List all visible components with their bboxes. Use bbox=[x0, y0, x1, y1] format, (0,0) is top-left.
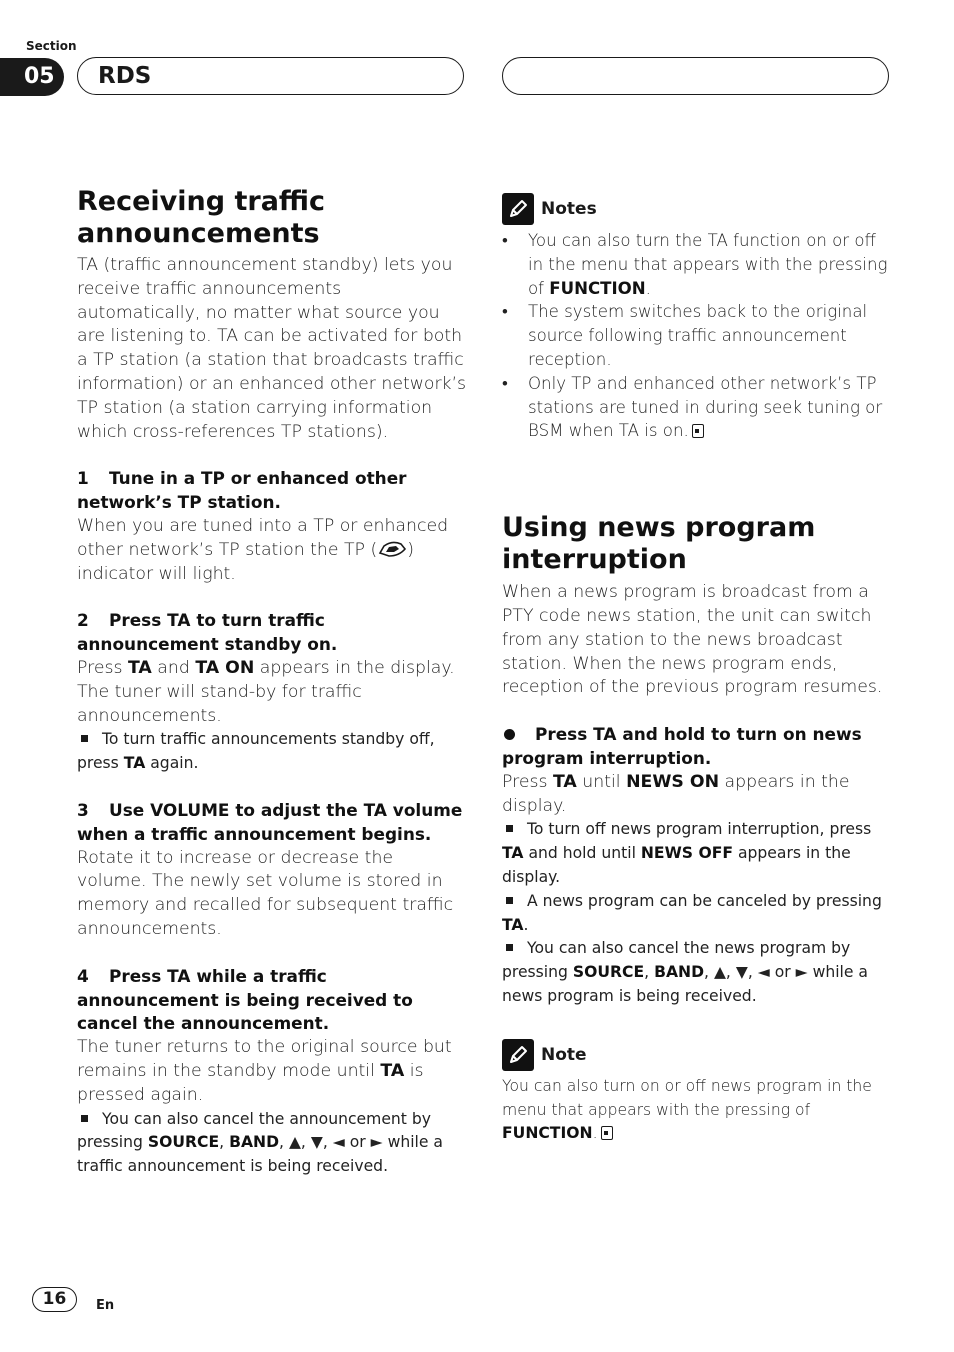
text: You can also turn on or off news program in the menu that appears with the pressing of bbox=[502, 1076, 872, 1119]
key-label: NEWS ON bbox=[626, 771, 720, 792]
text: appears in the display. The tuner will stand-by for traffic announcements. bbox=[77, 657, 455, 726]
text: , ▲, ▼, ◄ or ► while a news program is being received. bbox=[502, 963, 868, 1005]
step-2-note bbox=[77, 728, 467, 776]
key-label: FUNCTION bbox=[502, 1124, 593, 1143]
text: appears in the display. bbox=[502, 771, 850, 816]
right-column bbox=[502, 193, 892, 1146]
pencil-note-icon bbox=[502, 1039, 534, 1071]
step-2-body bbox=[77, 657, 467, 728]
notes-list bbox=[502, 229, 892, 443]
key-label: TA ON bbox=[195, 657, 255, 678]
chapter-title: RDS bbox=[98, 63, 152, 89]
text: You can also turn the TA function on or off in the menu that appears with the pressing of bbox=[528, 231, 888, 298]
text: is pressed again. bbox=[77, 1060, 424, 1105]
section-number-badge: 05 bbox=[0, 58, 64, 96]
step-title-text: Press TA to turn traffic announcement standby on. bbox=[77, 610, 338, 655]
step-1-body bbox=[77, 515, 467, 586]
text: and bbox=[151, 657, 196, 678]
end-of-section-icon bbox=[601, 1126, 613, 1140]
page-number: 16 bbox=[32, 1287, 77, 1312]
key-label: TA bbox=[502, 915, 524, 934]
text: The tuner returns to the original source but remains in the standby mode until bbox=[77, 1037, 452, 1081]
square-bullet-icon bbox=[81, 1115, 88, 1122]
step-title-text: Tune in a TP or enhanced other network’s TP station. bbox=[77, 468, 407, 513]
language-label: En bbox=[96, 1298, 115, 1313]
list-item bbox=[502, 372, 892, 443]
text: , bbox=[644, 963, 655, 982]
bullet-dot-icon bbox=[504, 729, 515, 740]
text: To turn traffic announcements standby off, press bbox=[77, 730, 435, 773]
end-of-section-icon bbox=[692, 424, 704, 438]
key-label: SOURCE bbox=[572, 963, 645, 982]
key-label: FUNCTION bbox=[549, 278, 646, 298]
heading-news-interruption bbox=[502, 512, 892, 576]
step-1-title bbox=[77, 467, 467, 515]
note-header bbox=[502, 1039, 892, 1071]
note-title: Note bbox=[541, 1044, 587, 1065]
step-number: 1 bbox=[77, 468, 89, 489]
text: . bbox=[592, 1124, 598, 1143]
step-3-body: Rotate it to increase or decrease the volume. The newly set volume is stored in memory and recalled for subsequent traffic announcements. bbox=[77, 847, 454, 939]
text: Only TP and enhanced other network’s TP stations are tuned in during seek tuning or BSM when TA is on. bbox=[528, 373, 883, 441]
step-4-body bbox=[77, 1036, 467, 1107]
step-number: 4 bbox=[77, 965, 89, 986]
text: To turn off news program interruption, press bbox=[527, 820, 872, 839]
heading-line: interruption bbox=[502, 544, 687, 576]
text: Press bbox=[77, 657, 128, 678]
note-body bbox=[502, 1075, 892, 1146]
heading-line: Using news program bbox=[502, 512, 816, 544]
text: appears in the display. bbox=[502, 844, 851, 886]
text: A news program can be canceled by pressing bbox=[527, 891, 882, 910]
step-2-title bbox=[77, 609, 467, 657]
list-item bbox=[502, 229, 892, 300]
key-label: NEWS OFF bbox=[640, 844, 733, 863]
key-label: TA bbox=[502, 844, 524, 863]
right-header-pill bbox=[502, 57, 889, 95]
square-bullet-icon bbox=[81, 735, 88, 742]
text: You can also cancel the announcement by pressing bbox=[77, 1109, 431, 1152]
tp-indicator-icon bbox=[377, 540, 407, 558]
left-column bbox=[77, 186, 467, 1179]
step-4-title bbox=[77, 965, 467, 1036]
notes-header bbox=[502, 193, 892, 225]
list-item bbox=[502, 300, 892, 371]
key-label: BAND bbox=[229, 1133, 280, 1152]
step-text: When you are tuned into a TP or enhanced other network’s TP station the TP ( bbox=[77, 515, 449, 560]
news-step-note bbox=[502, 937, 892, 1008]
news-step-note bbox=[502, 818, 892, 889]
step-title-text: Use VOLUME to adjust the TA volume when a traffic announcement begins. bbox=[77, 799, 463, 844]
text: You can also cancel the news program by pressing bbox=[502, 939, 851, 982]
step-3-title bbox=[77, 799, 467, 847]
news-step-note bbox=[502, 890, 892, 938]
text: The system switches back to the original source following traffic announcement reception. bbox=[528, 302, 868, 369]
text: Press bbox=[502, 771, 553, 792]
key-label: TA bbox=[380, 1060, 405, 1081]
chapter-title-pill bbox=[77, 57, 464, 95]
heading-line: Receiving traffic bbox=[77, 186, 326, 217]
text: . bbox=[645, 278, 651, 298]
text: and hold until bbox=[523, 844, 641, 863]
step-text: ) indicator will light. bbox=[77, 539, 414, 584]
key-label: TA bbox=[127, 657, 152, 678]
news-intro-paragraph: When a news program is broadcast from a PTY code news station, the unit can switch from any station to the news broadcast station. When the news program ends, reception of the previous program resumes. bbox=[502, 582, 883, 698]
section-label: Section bbox=[26, 39, 77, 53]
key-label: BAND bbox=[654, 963, 705, 982]
step-title-text: Press TA while a traffic announcement is being received to cancel the announcement. bbox=[77, 965, 413, 1034]
text: until bbox=[576, 771, 627, 792]
pencil-note-icon bbox=[502, 193, 534, 225]
square-bullet-icon bbox=[506, 897, 513, 904]
intro-paragraph: TA (traffic announcement standby) lets you receive traffic announcements automatically, no matter what source you are listening to. TA can be activated for both a TP station (a station that broadcasts traffic information) or an enhanced other network’s TP station (a station carrying information which cross-references TP stations). bbox=[77, 255, 467, 442]
step-4-note bbox=[77, 1108, 467, 1179]
text: . bbox=[523, 915, 529, 934]
square-bullet-icon bbox=[506, 825, 513, 832]
key-label: TA bbox=[123, 754, 146, 773]
step-title-text: Press TA and hold to turn on news program interruption. bbox=[502, 724, 862, 768]
news-step-title bbox=[502, 723, 892, 771]
text: , ▲, ▼, ◄ or ► while a traffic announcement is being received. bbox=[77, 1133, 443, 1176]
key-label: TA bbox=[552, 771, 577, 792]
heading-line: announcements bbox=[77, 218, 320, 249]
heading-receiving-traffic bbox=[77, 186, 467, 250]
notes-title: Notes bbox=[541, 199, 597, 219]
news-step-body bbox=[502, 771, 892, 819]
step-number: 2 bbox=[77, 610, 89, 631]
square-bullet-icon bbox=[506, 944, 513, 951]
key-label: SOURCE bbox=[147, 1133, 220, 1152]
text: again. bbox=[145, 754, 199, 773]
step-number: 3 bbox=[77, 799, 89, 820]
text: , bbox=[219, 1133, 230, 1152]
